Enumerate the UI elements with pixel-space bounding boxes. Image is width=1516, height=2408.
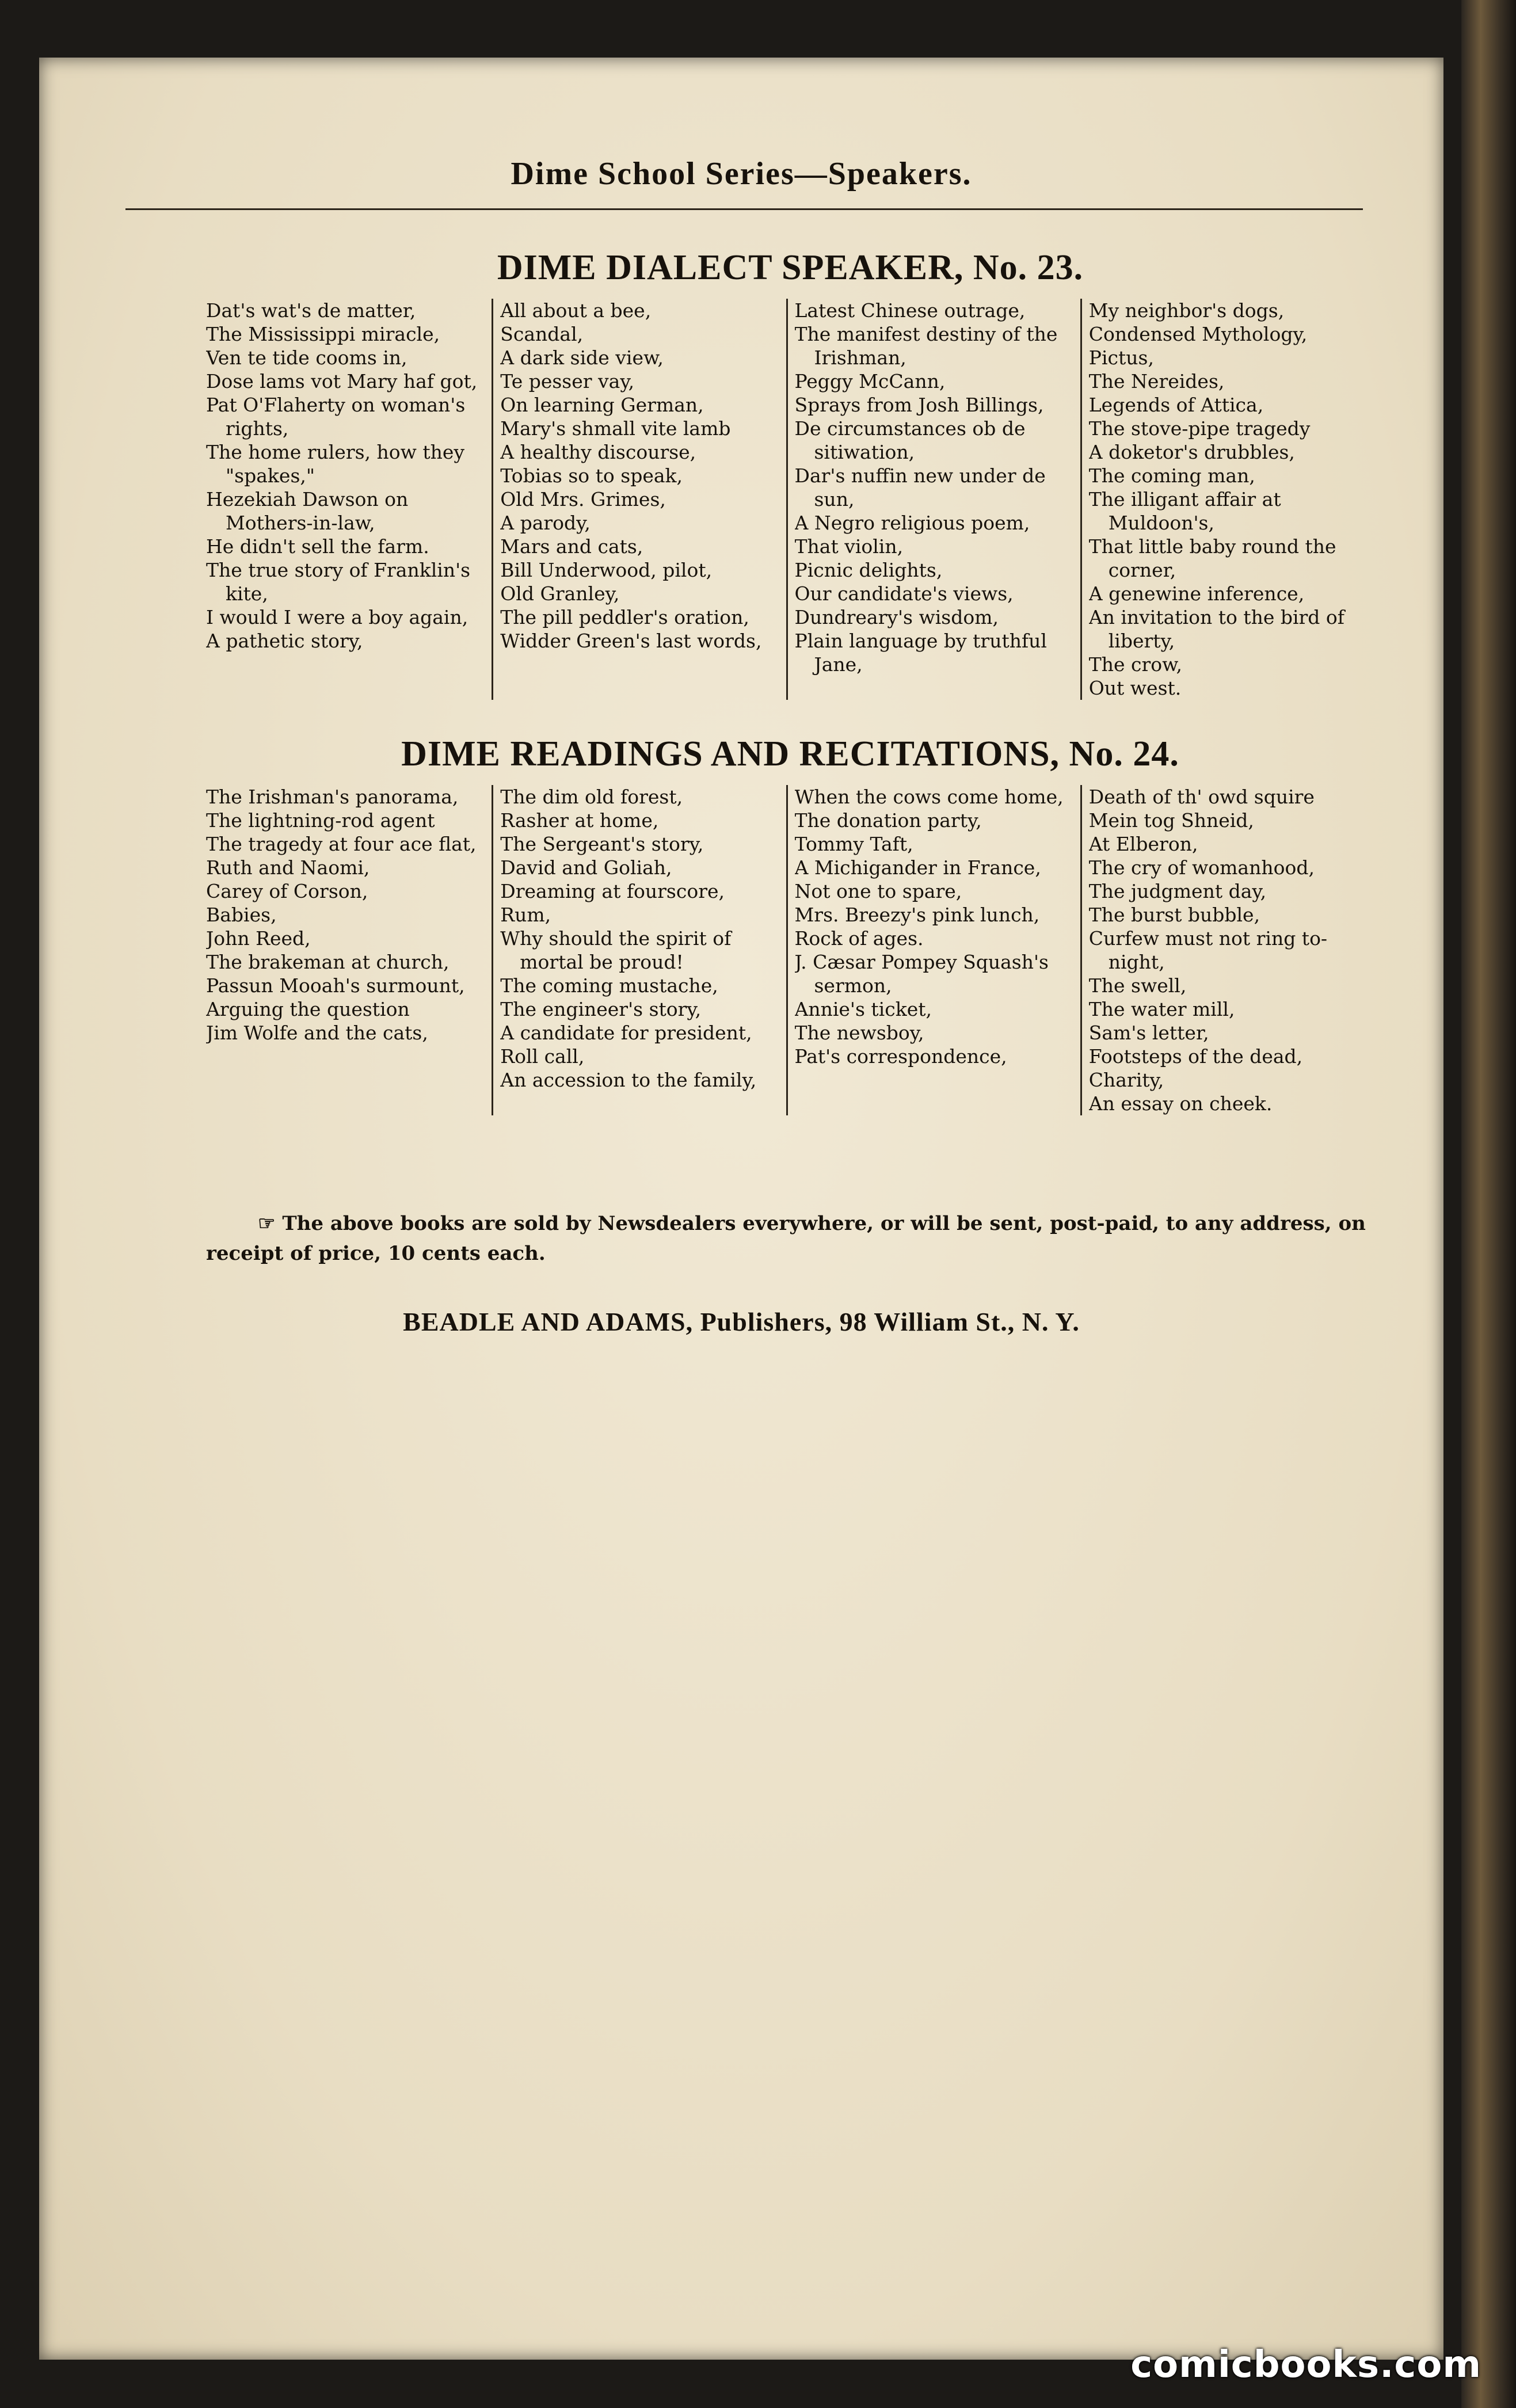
list-item: An accession to the family, [500, 1069, 757, 1091]
list-item: An invitation to the bird of liberty, [1088, 606, 1344, 652]
list-item: Condensed Mythology, [1088, 323, 1308, 345]
list-item: Annie's ticket, [794, 998, 932, 1020]
list-item: Babies, [206, 904, 277, 926]
column [492, 299, 786, 700]
pointing-hand-icon: ☞ [258, 1212, 276, 1235]
column [1080, 785, 1374, 1115]
list-item: I would I were a boy again, [206, 606, 468, 628]
list-item: At Elberon, [1088, 833, 1198, 855]
list-item: Widder Green's last words, [500, 630, 762, 652]
list-item: The judgment day, [1088, 880, 1267, 902]
list-item: The Nereides, [1088, 370, 1225, 393]
list-item: Dose lams vot Mary haf got, [206, 370, 478, 393]
list-item: Picnic delights, [794, 559, 943, 581]
list-item: Pictus, [1088, 346, 1154, 369]
list-item: The manifest destiny of the Irishman, [794, 323, 1058, 369]
list-item: Curfew must not ring to-night, [1088, 927, 1328, 973]
column [1080, 299, 1374, 700]
list-item: The coming man, [1088, 464, 1255, 487]
book-binding-edge [1461, 0, 1516, 2408]
book-page [39, 58, 1443, 2360]
list-item: The Mississippi miracle, [206, 323, 440, 345]
list-item: A healthy discourse, [500, 441, 696, 463]
list-item: Passun Mooah's surmount, [206, 974, 465, 997]
sales-note [206, 1209, 1374, 1268]
list-item: Footsteps of the dead, [1088, 1045, 1303, 1068]
list-item: Peggy McCann, [794, 370, 946, 393]
list-item: Old Mrs. Grimes, [500, 488, 666, 510]
list-item: Te pesser vay, [500, 370, 635, 393]
list-item: A pathetic story, [206, 630, 363, 652]
list-item: My neighbor's dogs, [1088, 299, 1285, 322]
list-item: The crow, [1088, 653, 1182, 676]
list-item: Old Granley, [500, 582, 620, 605]
site-watermark: comicbooks.com [1130, 2344, 1481, 2386]
list-item: A genewine inference, [1088, 582, 1305, 605]
list-item: That little baby round the corner, [1088, 535, 1336, 581]
list-item: John Reed, [206, 927, 311, 950]
list-item: The donation party, [794, 809, 982, 832]
list-item: Arguing the question [206, 998, 410, 1020]
list-item: Scandal, [500, 323, 584, 345]
list-item: The pill peddler's oration, [500, 606, 749, 628]
list-item: Out west. [1088, 677, 1182, 699]
list-item: A dark side view, [500, 346, 664, 369]
list-item: Carey of Corson, [206, 880, 368, 902]
list-item: The swell, [1088, 974, 1187, 997]
list-item: Plain language by truthful Jane, [794, 630, 1047, 676]
list-item: The coming mustache, [500, 974, 718, 997]
list-item: A parody, [500, 512, 591, 534]
column [492, 785, 786, 1115]
list-item: The illigant affair at Muldoon's, [1088, 488, 1281, 534]
list-item: The stove-pipe tragedy [1088, 417, 1311, 440]
list-item: Latest Chinese outrage, [794, 299, 1026, 322]
list-item: The brakeman at church, [206, 951, 450, 973]
list-item: Not one to spare, [794, 880, 962, 902]
list-item: When the cows come home, [794, 786, 1064, 808]
list-item: Death of th' owd squire [1088, 786, 1315, 808]
list-item: Rasher at home, [500, 809, 659, 832]
head-rule [125, 208, 1363, 210]
section-title: DIME DIALECT SPEAKER, No. 23. [497, 248, 1084, 287]
list-item: Rock of ages. [794, 927, 924, 950]
list-item: The newsboy, [794, 1022, 924, 1044]
list-item: Dundreary's wisdom, [794, 606, 999, 628]
section-readings-recitations [206, 734, 1374, 1115]
list-item: Hezekiah Dawson on Mothers-in-law, [206, 488, 409, 534]
column [786, 785, 1080, 1115]
list-item: Mars and cats, [500, 535, 643, 558]
list-item: Bill Underwood, pilot, [500, 559, 713, 581]
list-item: Why should the spirit of mortal be proud! [500, 927, 732, 973]
list-item: J. Cæsar Pompey Squash's sermon, [794, 951, 1049, 997]
list-item: The engineer's story, [500, 998, 702, 1020]
list-item: The lightning-rod agent [206, 809, 435, 832]
list-item: An essay on cheek. [1088, 1092, 1273, 1115]
list-item: That violin, [794, 535, 904, 558]
list-item: Mein tog Shneid, [1088, 809, 1254, 832]
list-item: Ven te tide cooms in, [206, 346, 407, 369]
list-item: Mary's shmall vite lamb [500, 417, 731, 440]
list-item: A doketor's drubbles, [1088, 441, 1295, 463]
list-item: Sprays from Josh Billings, [794, 394, 1044, 416]
list-item: Our candidate's views, [794, 582, 1014, 605]
sales-note-text: The above books are sold by Newsdealers everywhere, or will be sent, post-paid, to any address, on receipt of price, 10 cents each. [206, 1212, 1366, 1265]
list-item: A candidate for president, [500, 1022, 752, 1044]
list-item: Ruth and Naomi, [206, 856, 370, 879]
list-item: Sam's letter, [1088, 1022, 1209, 1044]
list-item: Tommy Taft, [794, 833, 913, 855]
list-item: He didn't sell the farm. [206, 535, 429, 558]
list-item: The Sergeant's story, [500, 833, 704, 855]
list-item: Pat's correspondence, [794, 1045, 1007, 1068]
list-item: A Negro religious poem, [794, 512, 1030, 534]
running-head: Dime School Series—Speakers. [511, 156, 972, 192]
list-item: The home rulers, how they "spakes," [206, 441, 465, 487]
list-item: Dar's nuffin new under de sun, [794, 464, 1046, 510]
publisher-imprint: BEADLE AND ADAMS, Publishers, 98 William St., N. Y. [403, 1307, 1080, 1336]
list-item: A Michigander in France, [794, 856, 1041, 879]
list-item: The burst bubble, [1088, 904, 1260, 926]
column [206, 299, 492, 700]
list-item: The tragedy at four ace flat, [206, 833, 477, 855]
section-columns [206, 299, 1374, 700]
list-item: All about a bee, [500, 299, 652, 322]
column [786, 299, 1080, 700]
list-item: The dim old forest, [500, 786, 683, 808]
list-item: Tobias so to speak, [500, 464, 683, 487]
list-item: The Irishman's panorama, [206, 786, 459, 808]
list-item: Mrs. Breezy's pink lunch, [794, 904, 1040, 926]
list-item: The true story of Franklin's kite, [206, 559, 471, 605]
section-columns [206, 785, 1374, 1115]
list-item: Dat's wat's de matter, [206, 299, 416, 322]
list-item: Charity, [1088, 1069, 1164, 1091]
section-dialect-speaker [206, 247, 1374, 700]
list-item: The cry of womanhood, [1088, 856, 1315, 879]
list-item: Legends of Attica, [1088, 394, 1264, 416]
section-title: DIME READINGS AND RECITATIONS, No. 24. [401, 734, 1179, 774]
list-item: Roll call, [500, 1045, 585, 1068]
list-item: Pat O'Flaherty on woman's rights, [206, 394, 466, 440]
list-item: On learning German, [500, 394, 704, 416]
list-item: Jim Wolfe and the cats, [206, 1022, 428, 1044]
list-item: The water mill, [1088, 998, 1235, 1020]
list-item: De circumstances ob de sitiwation, [794, 417, 1026, 463]
column [206, 785, 492, 1115]
list-item: Dreaming at fourscore, [500, 880, 725, 902]
list-item: David and Goliah, [500, 856, 672, 879]
list-item: Rum, [500, 904, 551, 926]
